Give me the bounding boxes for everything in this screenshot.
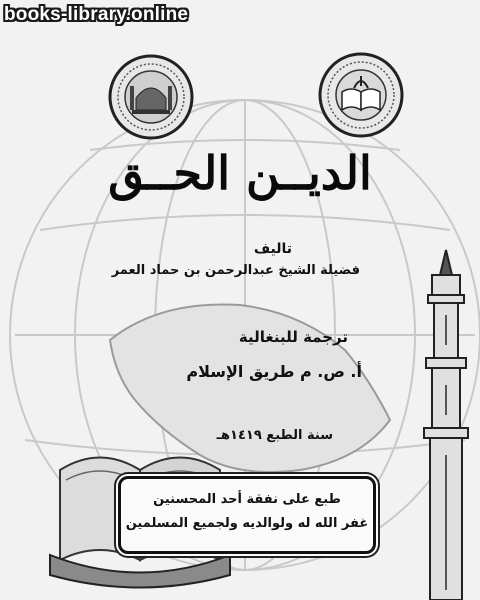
book-title: الديــن الحــق [108,146,372,200]
right-seal-icon [318,52,404,138]
translation-label: ترجمة للبنغالية [238,328,348,346]
left-seal-icon [108,54,194,140]
sponsor-line-1: طبع على نفقة أحد المحسنين [153,492,341,507]
site-watermark: books-library.online [4,4,189,25]
translator-name: أ. ص. م طريق الإسلام [186,362,362,381]
sponsor-line-2: غفر الله له ولوالديه ولجميع المسلمين [125,516,369,531]
author-name: فضيلة الشيخ عبدالرحمن بن حماد العمر [111,263,360,278]
print-year: سنة الطبع ١٤١٩هـ [216,428,333,443]
author-label: تاليف [253,241,292,257]
sponsor-box [118,476,376,554]
